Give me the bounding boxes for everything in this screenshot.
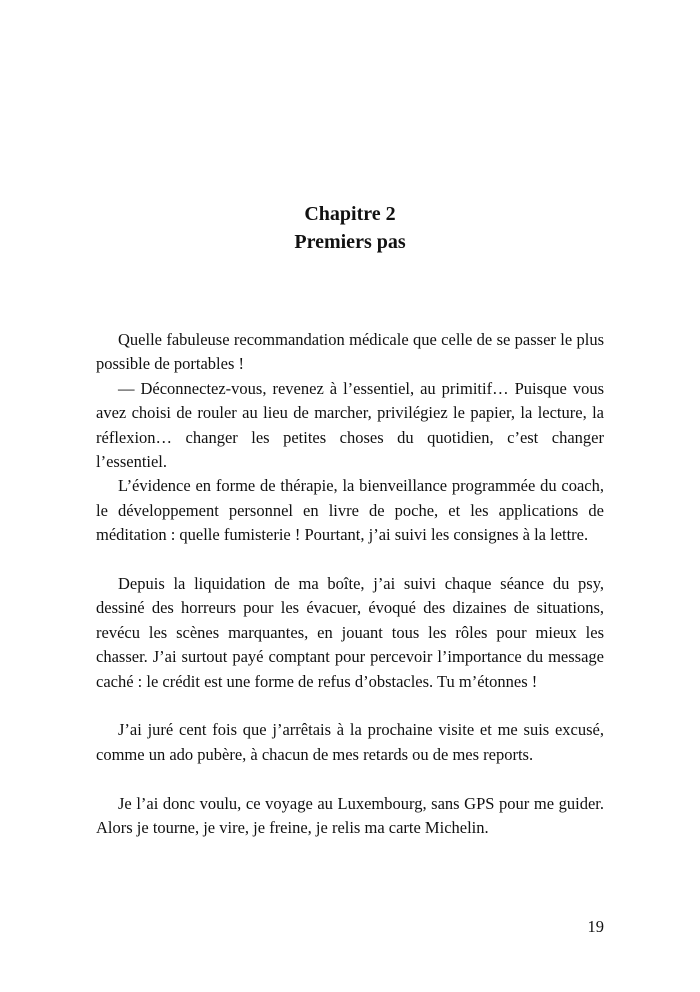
- paragraph: Depuis la liquidation de ma boîte, j’ai suivi chaque séance du psy, dessiné des horreurs pour les évacuer, évoqué des dizaines de situations, revécu les scènes marquantes, en jouant tous les rôles pour mieux les chasser. J’ai surtout payé comptant pour percevoir l’importance du message caché : le crédit est une forme de refus d’obstacles. Tu m’étonnes !: [96, 574, 604, 691]
- chapter-number: Chapitre 2: [304, 203, 396, 225]
- paragraph: Je l’ai donc voulu, ce voyage au Luxembourg, sans GPS pour me guider. Alors je tourne, je vire, je freine, je relis ma carte Michelin.: [96, 793, 604, 838]
- chapter-title: Premiers pas: [294, 231, 406, 253]
- paragraph: — Déconnectez-vous, revenez à l’essentiel, au primitif… Puisque vous avez choisi de rouler au lieu de marcher, privilégiez le papier, la lecture, la réflexion… changer les petites choses du quotidien, c’est changer l’essentiel.: [96, 378, 604, 472]
- body-text: [96, 328, 604, 840]
- page-number: 19: [587, 917, 604, 936]
- chapter-heading: [0, 200, 700, 256]
- paragraph: Quelle fabuleuse recommandation médicale que celle de se passer le plus possible de portables !: [96, 330, 604, 374]
- paragraph: L’évidence en forme de thérapie, la bienveillance programmée du coach, le développement personnel en livre de poche, et les applications de méditation : quelle fumisterie ! Pourtant, j’ai suivi les consignes à la lettre.: [96, 476, 604, 545]
- paragraph: J’ai juré cent fois que j’arrêtais à la prochaine visite et me suis excusé, comme un ado pubère, à chacun de mes retards ou de mes reports.: [96, 720, 604, 764]
